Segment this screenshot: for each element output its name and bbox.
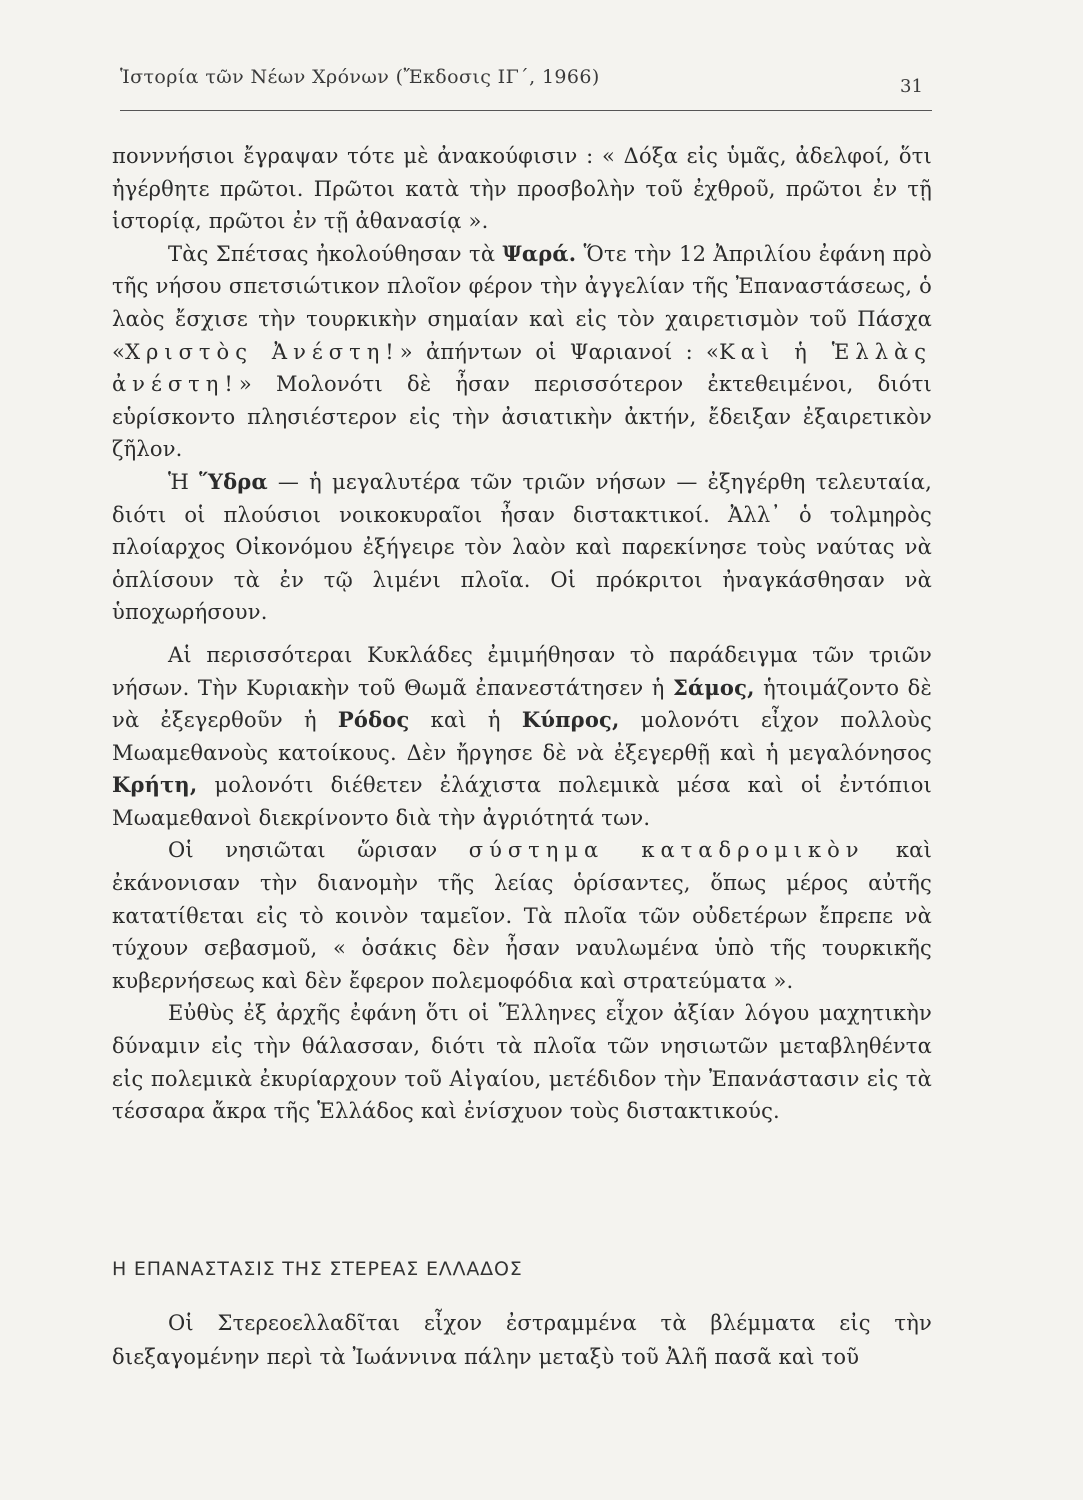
- bold-term-crete: Κρήτη,: [112, 772, 198, 798]
- paragraph-naval-power: Εὐθὺς ἐξ ἀρχῆς ἐφάνη ὅτι οἱ Ἕλληνες εἶχον ἀξίαν λόγου μαχητικὴν δύναμιν εἰς τὴν θάλασσαν, διότι τὰ πλοῖα τῶν νησιωτῶν μεταβληθέντα εἰς πολεμικὰ ἐκυρίαρχουν τοῦ Αἰγαίου, μετέδιδον τὴν Ἐπανάστασιν εἰς τὰ τέσσαρα ἄκρα τῆς Ἑλλάδος καὶ ἐνίσχυον τοὺς διστακτικούς.: [112, 1001, 932, 1124]
- text-run: Οἱ νησιῶται ὥρισαν: [168, 838, 469, 863]
- paragraph-sterea: Οἱ Στερεοελλαδῖται εἶχον ἐστραμμένα τὰ βλέμματα εἰς τὴν διεξαγομένην περὶ τὰ Ἰωάννινα πάλην μεταξὺ τοῦ Ἀλῆ πασᾶ καὶ τοῦ: [112, 1311, 932, 1369]
- text-run: μολονότι διέθετεν ἐλάχιστα πολεμικὰ μέσα καὶ οἱ ἐντόπιοι Μωαμεθανοὶ διεκρίνοντο διὰ τὴν ἀγριότητά των.: [112, 773, 932, 830]
- text-run: καὶ ἡ: [409, 708, 522, 733]
- bold-term-psara: Ψαρά.: [502, 240, 577, 266]
- paragraph-privateering: [112, 834, 932, 997]
- spaced-quote-ellas-anesti: Καὶ ἡ Ἑλλὰς ἀνέστη!: [112, 339, 932, 397]
- bold-term-samos: Σάμος,: [672, 674, 755, 700]
- text-run: ἡτοιμάζοντο δὲ νὰ ἐξεγερθοῦν ἡ: [112, 675, 932, 733]
- bold-term-hydra: Ὕδρα: [199, 468, 268, 494]
- text-run: Ἡ: [168, 469, 200, 494]
- header-rule: [120, 110, 932, 111]
- section-text: [112, 1306, 932, 1374]
- paragraph-1: πονννήσιοι ἔγραψαν τότε μὲ ἀνακούφισιν : « Δόξα εἰς ὑμᾶς, ἀδελφοί, ὅτι ἠγέρθητε πρῶτοι. Πρῶτοι κατὰ τὴν προσβολὴν τοῦ ἐχθροῦ, πρῶτοι ἐν τῇ ἱστορίᾳ, πρῶτοι ἐν τῇ ἀθανασίᾳ ».: [112, 144, 932, 234]
- text-run: » ἀπήντων οἱ Ψαριανοί : «: [399, 339, 720, 364]
- spaced-term-systema: σύστημα καταδρομικὸν: [468, 838, 865, 863]
- text-run: Ὅτε τὴν 12 Ἀπριλίου ἐφάνη πρὸ τῆς νήσου σπετσιώτικον πλοῖον φέρον τὴν ἀγγελίαν τῆς Ἐπαναστάσεως, ὁ λαὸς ἔσχισε τὴν τουρκικὴν σημαίαν καὶ εἰς τὸν χαιρετισμὸν τοῦ Πάσχα «: [112, 241, 932, 364]
- running-header: Ἱστορία τῶν Νέων Χρόνων (Ἔκδοσις ΙΓ΄, 1966): [120, 66, 600, 88]
- bold-term-rhodes: Ρόδος: [337, 707, 410, 733]
- paragraph-psara: [112, 238, 932, 466]
- spaced-quote-christos-anesti: Χριστὸς Ἀνέστη!: [125, 339, 400, 364]
- text-run: Αἱ περισσότεραι Κυκλάδες ἐμιμήθησαν τὸ παράδειγμα τῶν τριῶν νήσων. Τὴν Κυριακὴν τοῦ Θωμᾶ ἐπανεστάτησεν ἡ: [112, 642, 932, 700]
- text-run: — ἡ μεγαλυτέρα τῶν τριῶν νήσων — ἐξηγέρθη τελευταία, διότι οἱ πλούσιοι νοικοκυραῖοι ἦσαν διστακτικοί. Ἀλλ᾽ ὁ τολμηρὸς πλοίαρχος Οἰκονόμου ἐξήγειρε τὸν λαὸν καὶ παρεκίνησε τοὺς ναύτας νὰ ὁπλίσουν τὰ ἐν τῷ λιμένι πλοῖα. Οἱ πρόκριτοι ἠναγκάσθησαν νὰ ὑποχωρήσουν.: [112, 469, 932, 625]
- main-text: [112, 140, 932, 1128]
- text-run: μολονότι εἶχον πολλοὺς Μωαμεθανοὺς κατοίκους. Δὲν ἤργησε δὲ νὰ ἐξεγερθῇ καὶ ἡ μεγαλόνησος: [112, 708, 932, 765]
- paragraph-cyclades: [112, 639, 932, 835]
- section-heading: Η ΕΠΑΝΑΣΤΑΣΙΣ ΤΗΣ ΣΤΕΡΕΑΣ ΕΛΛΑΔΟΣ: [112, 1258, 523, 1280]
- text-run: καὶ ἐκάνονισαν τὴν διανομὴν τῆς λείας ὁρίσαντες, ὅπως μέρος αὐτῆς κατατίθεται εἰς τὸ κοινὸν ταμεῖον. Τὰ πλοῖα τῶν οὐδετέρων ἔπρεπε νὰ τύχουν σεβασμοῦ, « ὁσάκις δὲν ἦσαν ναυλωμένα ὑπὸ τῆς τουρκικῆς κυβερνήσεως καὶ δὲν ἔφερον πολεμοφόδια καὶ στρατεύματα ».: [112, 838, 932, 993]
- bold-term-cyprus: Κύπρος,: [521, 707, 620, 733]
- text-run: Τὰς Σπέτσας ἠκολούθησαν τὰ: [168, 241, 503, 266]
- paragraph-hydra: [112, 466, 932, 629]
- text-run: » Μολονότι δὲ ἦσαν περισσότερον ἐκτεθειμένοι, διότι εὑρίσκοντο πλησιέστερον εἰς τὴν ἀσιατικὴν ἀκτήν, ἔδειξαν ἐξαιρετικὸν ζῆλον.: [112, 372, 932, 462]
- page-number: 31: [900, 76, 923, 97]
